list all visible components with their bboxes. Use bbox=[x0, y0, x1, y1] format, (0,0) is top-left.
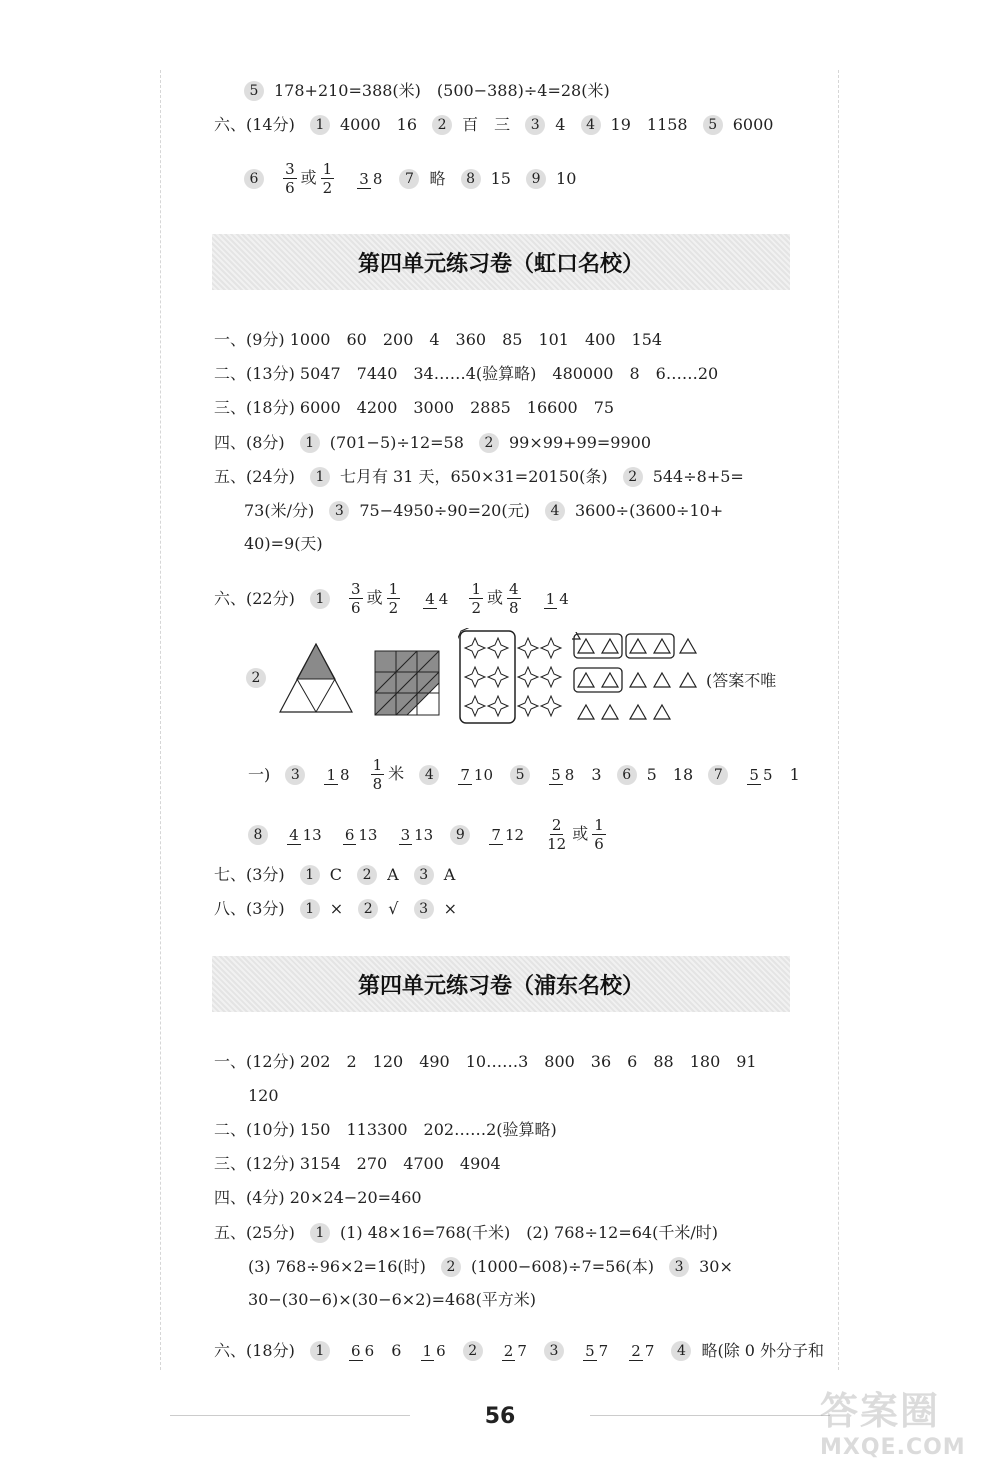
or-text: 或 bbox=[572, 824, 589, 843]
item-number: 7 bbox=[399, 169, 419, 189]
numerator: 1 bbox=[545, 589, 556, 608]
fraction bbox=[371, 756, 385, 793]
denominator: 6 bbox=[594, 835, 604, 853]
item-number: 1 bbox=[310, 1223, 330, 1243]
answer-text: 99×99+99=9900 bbox=[509, 432, 652, 452]
denominator: 2 bbox=[322, 179, 333, 197]
item-number: 5 bbox=[510, 765, 530, 785]
top-line-2 bbox=[214, 114, 800, 135]
item-number: 1 bbox=[300, 433, 320, 453]
right-margin-line bbox=[838, 70, 839, 1370]
triangle-group-figure bbox=[572, 632, 712, 724]
fraction bbox=[747, 766, 774, 784]
answer-text: C bbox=[329, 864, 343, 884]
answer-text: 19 1158 bbox=[610, 114, 688, 134]
fraction-group bbox=[279, 160, 338, 197]
section-title-pudong: 第四单元练习卷（浦东名校） bbox=[212, 956, 790, 1012]
fraction bbox=[349, 1342, 376, 1360]
unit-text: 米 bbox=[388, 764, 405, 783]
answer-text: 4000 16 bbox=[339, 114, 418, 134]
answer-text: 略 bbox=[429, 168, 446, 188]
page-number: 56 bbox=[484, 1404, 516, 1429]
item-number: 2 bbox=[246, 668, 266, 688]
numerator: 1 bbox=[422, 1341, 433, 1360]
fraction bbox=[421, 1342, 448, 1360]
s2-line-3: 二、(10分) 150 113300 202……2(验算略) bbox=[214, 1120, 557, 1139]
item-number: 2 bbox=[479, 433, 499, 453]
answer-text: 15 bbox=[490, 168, 511, 188]
answer-text: 30× bbox=[699, 1256, 733, 1276]
fraction-group bbox=[367, 756, 405, 793]
question-head: 五、(24分) bbox=[214, 466, 295, 486]
s2-line-4: 三、(12分) 3154 270 4700 4904 bbox=[214, 1154, 501, 1173]
item-number: 9 bbox=[526, 169, 546, 189]
denominator: 8 bbox=[372, 169, 383, 188]
s1-line-3: 三、(18分) 6000 4200 3000 2885 16600 75 bbox=[214, 398, 615, 417]
fraction bbox=[387, 580, 401, 617]
top-line-3 bbox=[244, 160, 800, 197]
answer-text: (1000−608)÷7=56(本) bbox=[471, 1256, 654, 1276]
fraction-group bbox=[345, 580, 404, 617]
item-number: 9 bbox=[450, 825, 470, 845]
answer-text: 75−4950÷90=20(元) bbox=[359, 500, 530, 520]
numerator: 7 bbox=[491, 825, 501, 844]
s1-line-8 bbox=[214, 580, 800, 617]
item-number: 3 bbox=[414, 865, 434, 885]
item-number: 3 bbox=[414, 899, 434, 919]
question-head: 七、(3分) bbox=[214, 864, 285, 884]
item-number: 4 bbox=[671, 1341, 691, 1361]
question-head: 四、(8分) bbox=[214, 432, 285, 452]
fraction bbox=[629, 1342, 656, 1360]
numerator: 2 bbox=[631, 1341, 641, 1360]
item-number: 2 bbox=[441, 1257, 461, 1277]
section-title-hongkou: 第四单元练习卷（虹口名校） bbox=[212, 234, 790, 290]
watermark-line-2: MXQE.COM bbox=[820, 1435, 966, 1460]
numerator: 3 bbox=[285, 160, 295, 178]
denominator: 2 bbox=[388, 599, 399, 617]
fraction bbox=[507, 580, 521, 617]
denominator: 6 bbox=[436, 1341, 446, 1360]
denominator: 10 bbox=[473, 765, 494, 784]
numerator: 1 bbox=[372, 756, 383, 774]
s1-line-9 bbox=[248, 756, 800, 793]
item-number: 1 bbox=[310, 1341, 330, 1361]
item-number: 1 bbox=[310, 467, 330, 487]
denominator: 6 bbox=[364, 1341, 375, 1360]
fraction bbox=[549, 766, 576, 784]
numerator: 6 bbox=[351, 1341, 361, 1360]
question-head: 六、(18分) bbox=[214, 1340, 295, 1360]
fraction bbox=[502, 1342, 529, 1360]
answer-text: 73(米/分) bbox=[244, 500, 315, 520]
numerator: 3 bbox=[351, 580, 361, 598]
numerator: 2 bbox=[503, 1341, 514, 1360]
item-number: 8 bbox=[248, 825, 268, 845]
item-number: 6 bbox=[244, 169, 264, 189]
question-head: 六、(22分) bbox=[214, 588, 295, 608]
watermark-line-1: 答案圈 bbox=[820, 1389, 941, 1433]
s2-line-2: 120 bbox=[248, 1086, 279, 1105]
answer-note: (答案不唯 bbox=[706, 671, 777, 690]
square-grid-figure bbox=[374, 650, 440, 716]
triangle-figure bbox=[278, 642, 354, 714]
item-number: 2 bbox=[358, 899, 378, 919]
numerator: 7 bbox=[460, 765, 470, 784]
or-text: 或 bbox=[486, 588, 503, 607]
item-number: 5 bbox=[244, 81, 264, 101]
denominator: 4 bbox=[438, 589, 449, 608]
s2-line-1: 一、(12分) 202 2 120 490 10……3 800 36 6 88 180 91 bbox=[214, 1052, 757, 1071]
answer-text: √ bbox=[388, 898, 399, 918]
question-head: 五、(25分) bbox=[214, 1222, 295, 1242]
fraction bbox=[357, 170, 384, 188]
numerator: 1 bbox=[326, 765, 336, 784]
fraction bbox=[423, 590, 450, 608]
s2-line-8: 30−(30−6)×(30−6×2)=468(平方米) bbox=[248, 1290, 537, 1309]
answer-text: 百 三 bbox=[462, 114, 511, 134]
fraction bbox=[545, 816, 568, 853]
s1-line-6 bbox=[244, 500, 800, 521]
answer-text: 544÷8+5= bbox=[652, 466, 744, 486]
s1-line-10 bbox=[248, 816, 800, 853]
denominator: 13 bbox=[414, 825, 434, 844]
fraction bbox=[458, 766, 495, 784]
answer-text: × bbox=[329, 898, 344, 918]
fraction bbox=[489, 826, 526, 844]
s2-line-5: 四、(4分) 20×24−20=460 bbox=[214, 1188, 422, 1207]
numerator: 5 bbox=[551, 765, 561, 784]
item-number: 7 bbox=[708, 765, 728, 785]
numerator: 1 bbox=[471, 580, 481, 598]
s2-line-7 bbox=[248, 1256, 800, 1277]
s2-line-6 bbox=[214, 1222, 800, 1243]
item-number: 1 bbox=[310, 589, 330, 609]
denominator: 8 bbox=[339, 765, 350, 784]
answer-text: 6000 bbox=[732, 114, 774, 134]
item-number: 3 bbox=[285, 765, 305, 785]
left-margin-line bbox=[160, 70, 161, 1370]
fraction bbox=[343, 826, 380, 844]
numerator: 2 bbox=[551, 816, 562, 834]
item-number: 3 bbox=[544, 1341, 564, 1361]
answer-text: 4 bbox=[555, 114, 566, 134]
numerator: 1 bbox=[322, 160, 333, 178]
denominator: 8 bbox=[564, 765, 575, 784]
numerator: 4 bbox=[509, 580, 519, 598]
numerator: 1 bbox=[594, 816, 604, 834]
fraction bbox=[321, 160, 335, 197]
denominator: 2 bbox=[471, 599, 481, 617]
answer-text: (701−5)÷12=58 bbox=[329, 432, 464, 452]
denominator: 8 bbox=[372, 775, 383, 793]
item-number: 2 bbox=[357, 865, 377, 885]
fraction bbox=[399, 826, 436, 844]
watermark-logo bbox=[820, 1380, 1000, 1471]
item-number: 4 bbox=[419, 765, 439, 785]
fraction bbox=[544, 590, 571, 608]
top-line-1 bbox=[244, 80, 800, 101]
denominator: 13 bbox=[302, 825, 322, 844]
denominator: 7 bbox=[644, 1341, 655, 1360]
numerator: 5 bbox=[585, 1341, 595, 1360]
numerator: 4 bbox=[289, 825, 299, 844]
item-number: 2 bbox=[463, 1341, 483, 1361]
numerator: 5 bbox=[749, 765, 759, 784]
item-number: 2 bbox=[623, 467, 643, 487]
denominator: 7 bbox=[517, 1341, 527, 1360]
fraction-group bbox=[541, 816, 610, 853]
denominator: 12 bbox=[504, 825, 525, 844]
fraction bbox=[583, 1342, 610, 1360]
answer-text: 一) bbox=[248, 764, 271, 784]
denominator: 12 bbox=[547, 835, 567, 853]
answer-text: 1 bbox=[789, 764, 800, 784]
or-text: 或 bbox=[366, 588, 383, 607]
numerator: 3 bbox=[400, 825, 411, 844]
denominator: 4 bbox=[559, 589, 569, 608]
item-number: 3 bbox=[329, 501, 349, 521]
fraction bbox=[287, 826, 324, 844]
answer-text: (1) 48×16=768(千米) (2) 768÷12=64(千米/时) bbox=[339, 1222, 718, 1242]
item-number: 4 bbox=[581, 115, 601, 135]
star-group-figure bbox=[458, 628, 568, 726]
s2-line-9 bbox=[214, 1340, 825, 1361]
answer-text: A bbox=[443, 864, 456, 884]
answer-text: 6 bbox=[391, 1340, 402, 1360]
answer-text: 3600÷(3600÷10+ bbox=[574, 500, 724, 520]
item-number: 2 bbox=[432, 115, 452, 135]
answer-text: (3) 768÷96×2=16(时) bbox=[248, 1256, 426, 1276]
item-number: 1 bbox=[300, 899, 320, 919]
denominator: 6 bbox=[351, 599, 361, 617]
fraction-group bbox=[465, 580, 524, 617]
numerator: 4 bbox=[425, 589, 435, 608]
fraction bbox=[283, 160, 297, 197]
answer-text: 3 bbox=[591, 764, 602, 784]
answer-text: 5 18 bbox=[646, 764, 694, 784]
item-number: 3 bbox=[525, 115, 545, 135]
s1-line-5 bbox=[214, 466, 800, 487]
answer-text: 10 bbox=[556, 168, 577, 188]
item-number: 6 bbox=[617, 765, 637, 785]
denominator: 6 bbox=[285, 179, 295, 197]
s1-line-4 bbox=[214, 432, 800, 453]
item-number: 8 bbox=[461, 169, 481, 189]
denominator: 7 bbox=[598, 1341, 609, 1360]
question-head: 八、(3分) bbox=[214, 898, 285, 918]
denominator: 8 bbox=[509, 599, 519, 617]
s1-line-1: 一、(9分) 1000 60 200 4 360 85 101 400 154 bbox=[214, 330, 663, 349]
numerator: 6 bbox=[344, 825, 355, 844]
denominator: 5 bbox=[762, 765, 773, 784]
s1-line-7: 40)=9(天) bbox=[244, 534, 323, 553]
question-head: 六、(14分) bbox=[214, 114, 295, 134]
answer-text: 七月有 31 天，650×31=20150(条) bbox=[339, 466, 608, 486]
fraction bbox=[469, 580, 483, 617]
answer-text: 178+210=388(米) (500−388)÷4=28(米) bbox=[274, 80, 610, 100]
numerator: 3 bbox=[359, 169, 369, 188]
item-number: 4 bbox=[545, 501, 565, 521]
answer-text: A bbox=[387, 864, 399, 884]
s1-line-12 bbox=[214, 898, 800, 919]
shape-figures bbox=[240, 626, 810, 726]
fraction bbox=[592, 816, 606, 853]
item-number: 1 bbox=[300, 865, 320, 885]
fraction bbox=[349, 580, 363, 617]
fraction bbox=[324, 766, 351, 784]
answer-text: 略(除 0 外分子和 bbox=[701, 1340, 825, 1360]
item-number: 3 bbox=[669, 1257, 689, 1277]
item-number: 1 bbox=[310, 115, 330, 135]
or-text: 或 bbox=[300, 168, 317, 187]
item-number: 5 bbox=[703, 115, 723, 135]
answer-text: × bbox=[443, 898, 457, 918]
s1-line-2: 二、(13分) 5047 7440 34……4(验算略) 480000 8 6……20 bbox=[214, 364, 719, 383]
s1-line-11 bbox=[214, 864, 800, 885]
numerator: 1 bbox=[388, 580, 399, 598]
denominator: 13 bbox=[358, 825, 378, 844]
